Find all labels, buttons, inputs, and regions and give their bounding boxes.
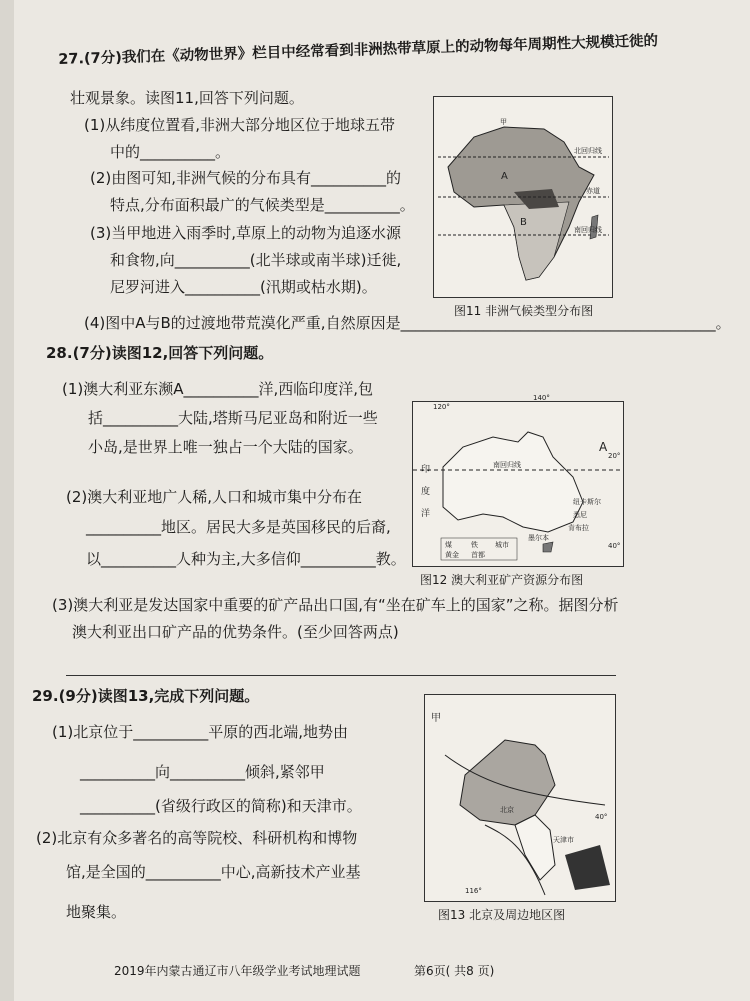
legend-iron: 铁 [471,541,478,549]
map-label-40: 40° [595,813,608,821]
q29-stem: 29.(9分)读图13,完成下列问题。 [32,687,260,705]
map-label-ocean-2: 度 [421,487,431,497]
map-label-equator: 赤道 [586,187,600,195]
footer-page-number: 第6页( 共8 页) [414,964,495,978]
africa-climate-map [433,96,613,298]
map-label-a: A [501,171,508,182]
map-label-116: 116° [465,887,482,895]
map-label-jia: 甲 [500,118,507,126]
q27-part2-line1: (2)由图可知,非洲气候的分布具有__________的 [90,169,402,187]
beijing-region-map [424,694,616,902]
q27-stem-line1: 27.(7分)我们在《动物世界》栏目中经常看到非洲热带草原上的动物每年周期性大规模迁徙的 [58,33,659,68]
q28-part2-line2: __________地区。居民大多是英国移民的后裔, [86,518,391,536]
q28-part1-line1: (1)澳大利亚东濒A__________洋,西临印度洋,包 [62,380,374,398]
figure-11-caption: 图11 非洲气候类型分布图 [454,304,594,318]
answer-line [66,675,616,676]
legend-coal: 煤 [445,541,452,549]
q27-stem-line2: 壮观景象。读图11,回答下列问题。 [70,89,304,107]
q29-part1-line1: (1)北京位于__________平原的西北端,地势由 [52,723,349,741]
figure-12-caption: 图12 澳大利亚矿产资源分布图 [420,573,584,587]
map-label-sydney: 悉尼 [573,511,587,519]
q27-part3-line2: 和食物,向__________(北半球或南半球)迁徙, [110,251,402,269]
q28-stem: 28.(7分)读图12,回答下列问题。 [46,344,274,362]
q28-part1-line2: 括__________大陆,塔斯马尼亚岛和附近一些 [88,409,378,427]
q29-part2-line2: 馆,是全国的__________中心,高新技术产业基 [66,863,361,881]
q27-part1-line1: (1)从纬度位置看,非洲大部分地区位于地球五带 [84,116,396,134]
q27-part3-line3: 尼罗河进入__________(汛期或枯水期)。 [110,278,377,296]
q27-part1-line2: 中的__________。 [110,143,231,161]
map-label-b: B [520,217,527,228]
map-label-jia: 甲 [431,713,441,724]
map-label-newcastle: 纽卡斯尔 [573,498,601,506]
figure-13-caption: 图13 北京及周边地区图 [438,908,566,922]
map-label-40: 40° [608,542,621,550]
q29-part2-line3: 地聚集。 [66,903,127,921]
q28-part2-line3: 以__________人种为主,大多信仰__________教。 [86,550,406,568]
q28-part3-line2: 澳大利亚出口矿产品的优势条件。(至少回答两点) [72,623,399,641]
map-label-a: A [599,440,608,454]
q29-part1-line3: __________(省级行政区的简称)和天津市。 [80,797,362,815]
australia-mineral-map [412,394,624,567]
map-label-north-tropic: 北回归线 [574,147,602,155]
map-label-south-tropic: 南回归线 [493,461,521,469]
legend-capital: 首都 [471,551,485,559]
legend-city: 城市 [495,541,509,549]
map-label-beijing: 北京 [500,806,514,814]
exam-page [14,0,750,1001]
q27-part2-line2: 特点,分布面积最广的气候类型是__________。 [110,196,415,214]
q28-part1-line3: 小岛,是世界上唯一独占一个大陆的国家。 [88,438,363,456]
q27-part4: (4)图中A与B的过渡地带荒漠化严重,自然原因是__________________________________________。 [84,314,731,332]
map-label-port-kembla: 肯布拉 [568,524,589,532]
map-label-ocean-1: 印 [421,465,431,475]
africa-outline [434,97,612,297]
map-label-ocean-3: 洋 [421,509,431,519]
map-label-20: 20° [608,452,621,460]
q28-part2-line1: (2)澳大利亚地广人稀,人口和城市集中分布在 [66,488,363,506]
legend-gold: 黄金 [445,551,459,559]
q29-part2-line1: (2)北京有众多著名的高等院校、科研机构和博物 [36,829,358,847]
map-label-tianjin: 天津市 [553,836,574,844]
map-label-melbourne: 墨尔本 [528,534,549,542]
beijing-outline [425,695,615,901]
map-label-120: 120° [433,403,450,411]
map-label-140: 140° [533,394,550,402]
q28-part3-line1: (3)澳大利亚是发达国家中重要的矿产品出口国,有“坐在矿车上的国家”之称。据图分析 [52,596,619,614]
q29-part1-line2: __________向__________倾斜,紧邻甲 [80,763,325,781]
q27-part3-line1: (3)当甲地进入雨季时,草原上的动物为追逐水源 [90,224,402,242]
footer-exam-title: 2019年内蒙古通辽市八年级学业考试地理试题 [114,964,361,978]
map-label-south-tropic: 南回归线 [574,226,602,234]
